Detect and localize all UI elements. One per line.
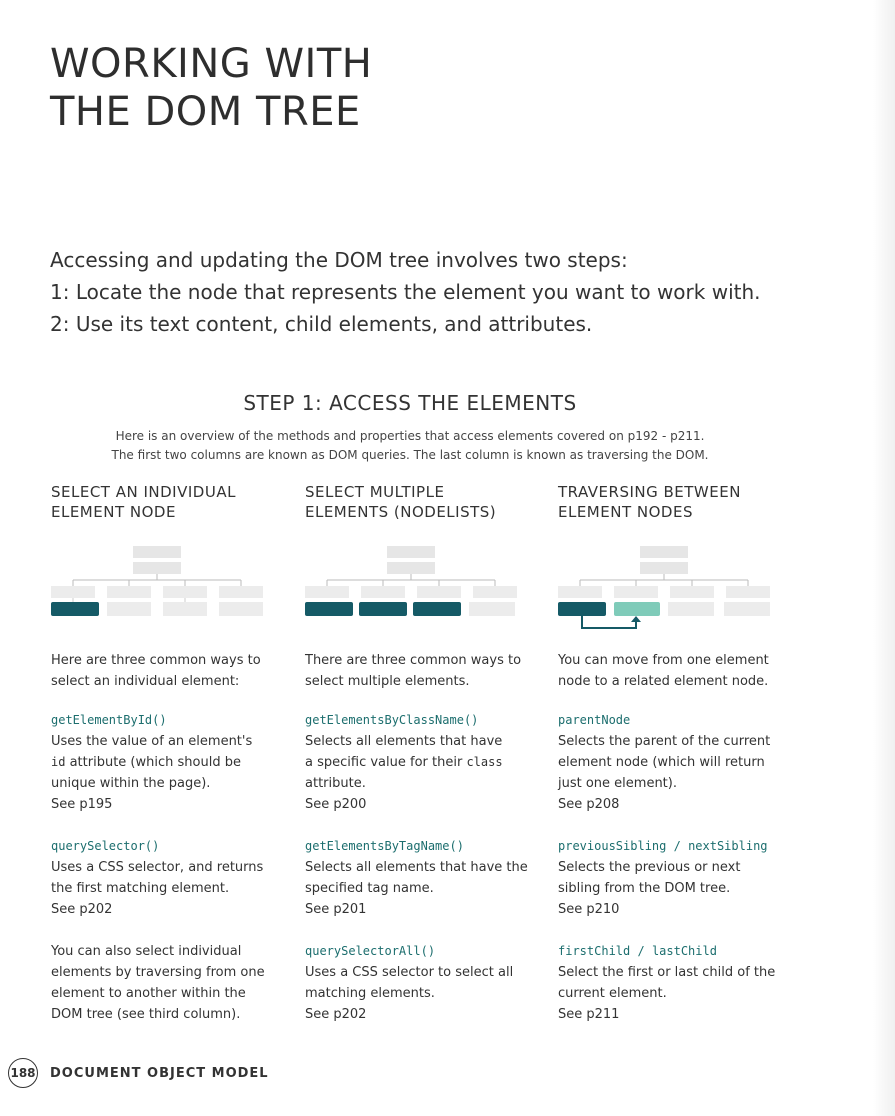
column-heading (305, 482, 550, 524)
tree-node-faded (51, 586, 95, 598)
column-individual-element (51, 482, 296, 1022)
method-entry (558, 941, 803, 1025)
tree-node-root (640, 546, 688, 558)
method-desc-line: unique within the page). (51, 776, 211, 791)
method-page-ref: See p210 (558, 902, 620, 917)
column-heading-line: SELECT AN INDIVIDUAL (51, 483, 236, 501)
intro-line: Accessing and updating the DOM tree involves two steps: (50, 248, 628, 272)
step-description-line: Here is an overview of the methods and properties that access elements covered on p192 - p211. (115, 429, 705, 443)
dom-tree-diagram-individual (51, 542, 271, 662)
method-entry (558, 710, 803, 815)
tree-node-faded (726, 586, 770, 598)
tree-node-faded (219, 586, 263, 598)
method-entry (305, 710, 550, 815)
tree-node-faded (107, 586, 151, 598)
tree-node-faded (670, 586, 714, 598)
method-name: parentNode (558, 713, 631, 727)
tree-node-body (133, 562, 181, 574)
column-note (51, 941, 296, 1025)
column-note-line: DOM tree (see third column). (51, 1007, 241, 1022)
tree-node-faded (361, 586, 405, 598)
method-desc-line: current element. (558, 986, 667, 1001)
method-desc-text: attribute (which should be (69, 755, 241, 770)
page-footer (8, 1058, 269, 1088)
method-page-ref: See p202 (305, 1007, 367, 1022)
method-list (51, 710, 296, 1025)
column-heading (51, 482, 296, 524)
method-page-ref: See p195 (51, 797, 113, 812)
method-desc-line: just one element). (558, 776, 677, 791)
tree-node-root (387, 546, 435, 558)
method-entry (558, 836, 803, 920)
column-heading-line: ELEMENTS (NODELISTS) (305, 503, 497, 521)
method-name-part: nextSibling (688, 839, 768, 853)
tree-node-current (558, 602, 606, 616)
column-heading-line: ELEMENT NODES (558, 503, 693, 521)
method-entry (305, 836, 550, 920)
column-heading (558, 482, 803, 524)
tree-node-faded (219, 602, 263, 616)
method-page-ref: See p201 (305, 902, 367, 917)
dom-tree-diagram-traversing (558, 542, 778, 662)
method-desc-text: a specific value for their (305, 755, 463, 770)
method-desc-line: Selects the parent of the current (558, 734, 771, 749)
column-note-line: element to another within the (51, 986, 246, 1001)
method-desc-line: specified tag name. (305, 881, 434, 896)
column-intro-line: You can move from one element (558, 653, 769, 668)
method-list (558, 710, 803, 1046)
method-page-ref: See p202 (51, 902, 113, 917)
tree-node-faded (417, 586, 461, 598)
intro-line: 2: Use its text content, child elements, and attributes. (50, 312, 593, 336)
method-desc-line: Selects the previous or next (558, 860, 741, 875)
column-intro (558, 650, 803, 692)
step-heading: STEP 1: ACCESS THE ELEMENTS (243, 391, 577, 415)
method-desc-line: Select the first or last child of the (558, 965, 776, 980)
tree-node-sibling (614, 602, 660, 616)
method-desc-line: Uses a CSS selector, and returns (51, 860, 264, 875)
tree-node-selected (359, 602, 407, 616)
dom-tree-diagram-multiple (305, 542, 525, 662)
inline-code: class (466, 755, 503, 769)
method-desc-line: element node (which will return (558, 755, 765, 770)
tree-node-selected (305, 602, 353, 616)
tree-node-root (133, 546, 181, 558)
method-name: querySelectorAll() (305, 944, 436, 958)
page-title (50, 40, 372, 136)
method-desc-line: Selects all elements that have (305, 734, 503, 749)
column-multiple-elements (305, 482, 550, 1022)
intro-paragraph (50, 244, 850, 340)
step-description-line: The first two columns are known as DOM queries. The last column is known as traversing the DOM. (111, 448, 709, 462)
method-desc-line: attribute. (305, 776, 366, 791)
method-name: previousSibling / nextSibling (558, 839, 768, 853)
tree-node-faded (614, 586, 658, 598)
column-heading-line: ELEMENT NODE (51, 503, 176, 521)
column-heading-line: TRAVERSING BETWEEN (558, 483, 741, 501)
step-description (0, 427, 820, 465)
method-name: querySelector() (51, 839, 160, 853)
traverse-arrow-head (631, 616, 641, 622)
method-page-ref: See p211 (558, 1007, 620, 1022)
method-name-part: lastChild (651, 944, 717, 958)
method-list (305, 710, 550, 1046)
tree-node-faded (724, 602, 770, 616)
column-intro-line: select multiple elements. (305, 674, 470, 689)
page-number: 188 (8, 1058, 38, 1088)
method-desc-line: matching elements. (305, 986, 435, 1001)
traverse-arrow-line (582, 616, 636, 628)
page-edge-shadow (873, 0, 895, 1116)
method-name-part: firstChild (558, 944, 631, 958)
tree-node-faded (163, 586, 207, 598)
method-name: firstChild / lastChild (558, 944, 717, 958)
column-intro-line: Here are three common ways to (51, 653, 261, 668)
title-line-2: THE DOM TREE (50, 89, 361, 135)
method-name: getElementById() (51, 713, 167, 727)
tree-node-body (387, 562, 435, 574)
method-entry (305, 941, 550, 1025)
column-intro (51, 650, 296, 692)
column-heading-line: SELECT MULTIPLE (305, 483, 445, 501)
column-intro-line: node to a related element node. (558, 674, 769, 689)
method-page-ref: See p208 (558, 797, 620, 812)
inline-code: id (51, 755, 66, 769)
tree-node-body (640, 562, 688, 574)
method-name-part: previousSibling (558, 839, 667, 853)
tree-node-faded (558, 586, 602, 598)
title-line-1: WORKING WITH (50, 41, 373, 87)
method-desc-line (305, 752, 550, 773)
method-desc-line: Selects all elements that have the (305, 860, 528, 875)
column-traversing (558, 482, 803, 1022)
tree-node-faded (305, 586, 349, 598)
method-page-ref: See p200 (305, 797, 367, 812)
tree-node-faded (107, 602, 151, 616)
method-name: getElementsByClassName() (305, 713, 479, 727)
method-desc-line (51, 752, 296, 773)
tree-node-faded (473, 586, 517, 598)
tree-node-selected (413, 602, 461, 616)
tree-node-faded (469, 602, 515, 616)
column-intro-line: There are three common ways to (305, 653, 522, 668)
method-entry (51, 836, 296, 920)
column-intro-line: select an individual element: (51, 674, 240, 689)
method-desc-line: the first matching element. (51, 881, 230, 896)
tree-node-faded (668, 602, 714, 616)
method-entry (51, 710, 296, 815)
method-desc-line: sibling from the DOM tree. (558, 881, 731, 896)
column-intro (305, 650, 550, 692)
chapter-label: DOCUMENT OBJECT MODEL (50, 1065, 269, 1081)
tree-node-selected (51, 602, 99, 616)
method-desc-line: Uses a CSS selector to select all (305, 965, 514, 980)
tree-node-faded (163, 602, 207, 616)
column-note-line: You can also select individual (51, 944, 242, 959)
column-note-line: elements by traversing from one (51, 965, 265, 980)
method-desc-line: Uses the value of an element's (51, 734, 253, 749)
intro-line: 1: Locate the node that represents the element you want to work with. (50, 280, 761, 304)
method-name: getElementsByTagName() (305, 839, 464, 853)
